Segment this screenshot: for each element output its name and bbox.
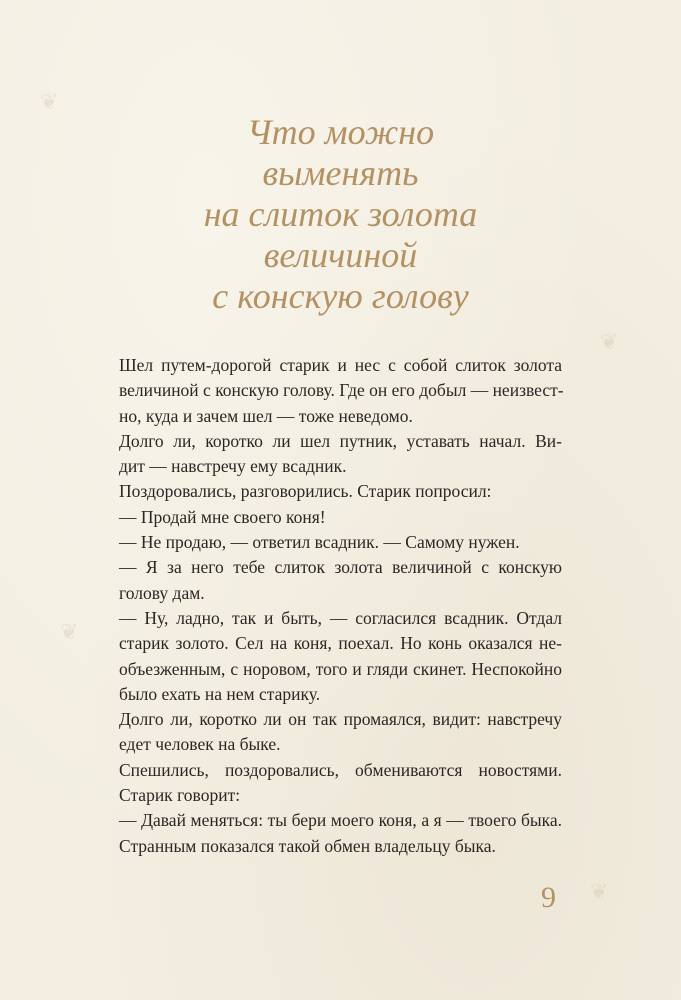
- chapter-title-line: на слиток золота: [203, 194, 478, 234]
- page-number: 9: [541, 881, 556, 914]
- text-line: Шел путем-дорогой старик и нес с собой слиток золота: [119, 355, 562, 375]
- text-line: Старик говорит:: [119, 785, 241, 806]
- chapter-title: [120, 112, 561, 317]
- chapter-title-line: с конскую голову: [212, 276, 469, 316]
- text-line: старик золото. Сел на коня, поехал. Но конь оказался не-: [119, 633, 562, 654]
- background-ornament-icon: ❦: [40, 90, 59, 115]
- text-line: Долго ли, коротко ли шел путник, уставать начал. Ви-: [119, 430, 562, 451]
- chapter-title-line: величиной: [263, 235, 418, 275]
- background-ornament-icon: ❦: [590, 880, 609, 905]
- text-line: дит — навстречу ему всадник.: [119, 456, 347, 477]
- text-line: было ехать на нем старику.: [119, 683, 321, 704]
- text-line: — Не продаю, — ответил всадник. — Самому нужен.: [119, 532, 520, 553]
- text-line: — Давай меняться: ты бери моего коня, а я — твоего быка.: [119, 810, 562, 831]
- text-line: — Я за него тебе слиток золота величиной с конскую: [119, 557, 562, 578]
- text-line: Поздоровались, разговорились. Старик попросил:: [119, 481, 492, 502]
- text-line: величиной с конскую голову. Где он его добыл — неизвест-: [119, 380, 564, 401]
- background-ornament-icon: ❦: [60, 620, 79, 645]
- text-line: — Продай мне своего коня!: [119, 506, 326, 527]
- text-line: едет человек на быке.: [119, 734, 281, 755]
- text-line: Странным показался такой обмен владельцу быка.: [119, 835, 496, 856]
- text-line: Долго ли, коротко ли он так промаялся, видит: навстречу: [119, 709, 562, 730]
- chapter-title-line: Что можно: [246, 112, 435, 152]
- text-line: Спешились, поздоровались, обмениваются новостями.: [119, 759, 562, 780]
- text-line: но, куда и зачем шел — тоже неведомо.: [119, 405, 413, 426]
- text-line: — Ну, ладно, так и быть, — согласился всадник. Отдал: [119, 607, 562, 628]
- chapter-title-line: выменять: [262, 153, 419, 193]
- text-line: объезженным, с норовом, того и гляди скинет. Неспокойно: [119, 658, 562, 679]
- background-ornament-icon: ❦: [600, 330, 619, 355]
- text-line: голову дам.: [119, 582, 205, 603]
- story-text: [119, 353, 562, 859]
